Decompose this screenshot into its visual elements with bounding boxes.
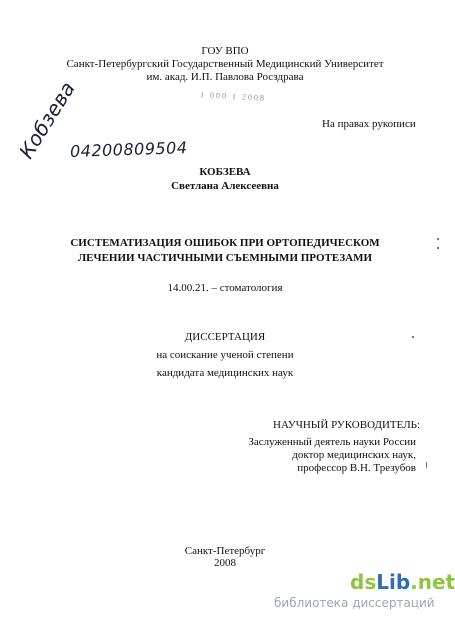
scan-speck [412,336,414,338]
org-short-name: ГОУ ВПО [201,45,249,57]
scan-speck [437,238,439,240]
handwritten-signature: Кобзева [14,77,80,163]
logo-part-ds: ds [350,570,377,594]
footer-year: 2008 [214,557,236,569]
specialty-code: 14.00.21. – стоматология [167,282,283,294]
manuscript-note: На правах рукописи [322,118,416,130]
dslib-watermark-logo [350,570,455,594]
scan-speck [426,462,427,468]
author-surname: КОБЗЕВА [199,166,251,178]
logo-part-lib: Lib [376,570,411,594]
faint-stamp: 1 000 1 2008 [199,90,267,103]
org-full-name: Санкт-Петербургский Государственный Медицинский Университет [66,58,384,70]
dslib-watermark-subtitle: библиотека диссертаций [274,596,435,610]
supervisor-heading: НАУЧНЫЙ РУКОВОДИТЕЛЬ: [273,419,421,431]
org-dedication: им. акад. И.П. Павлова Росздрава [146,71,304,83]
scan-speck [437,247,439,249]
supervisor-title-line-1: Заслуженный деятель науки России [248,436,416,448]
catalog-number-stamp: 04200809504 [69,137,188,162]
thesis-title-line-1: СИСТЕМАТИЗАЦИЯ ОШИБОК ПРИ ОРТОПЕДИЧЕСКОМ [70,237,380,249]
footer-city: Санкт-Петербург [184,545,266,557]
supervisor-name: профессор В.Н. Трезубов [297,462,416,474]
supervisor-title-line-2: доктор медицинских наук, [292,449,416,461]
degree-purpose-line-2: кандидата медицинских наук [156,367,294,379]
dissertation-label: ДИССЕРТАЦИЯ [184,331,266,343]
author-full-name: Светлана Алексеевна [171,180,279,192]
logo-part-net: .net [410,570,455,594]
degree-purpose-line-1: на соискание ученой степени [156,349,294,361]
thesis-title-line-2: ЛЕЧЕНИИ ЧАСТИЧНЫМИ СЪЕМНЫМИ ПРОТЕЗАМИ [77,252,373,264]
